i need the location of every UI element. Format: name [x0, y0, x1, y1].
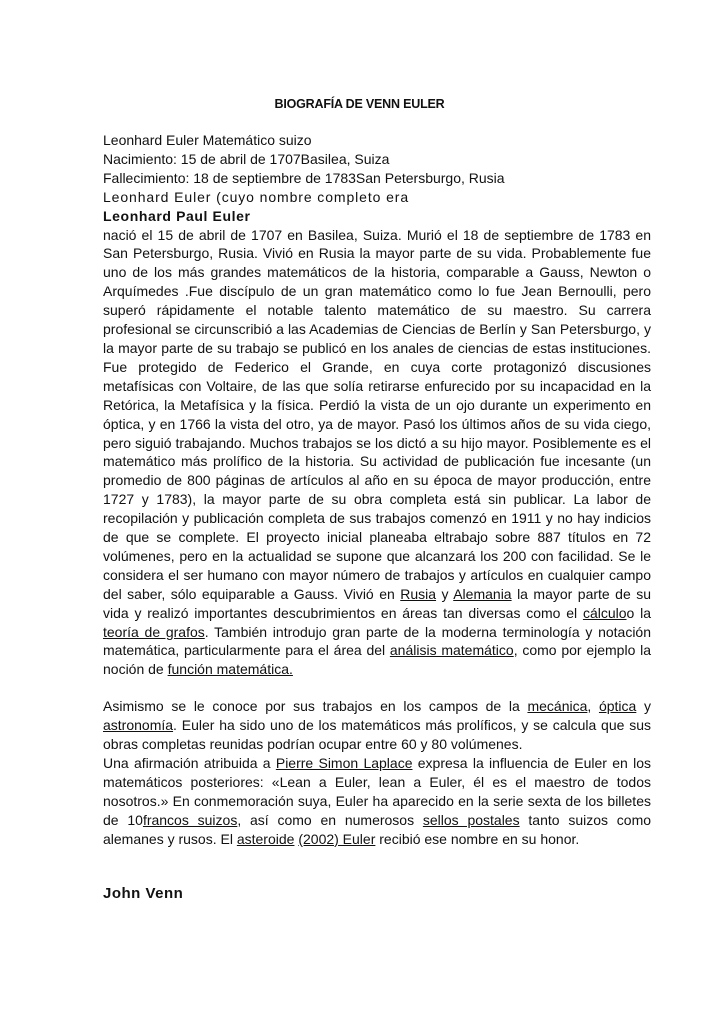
paragraph-legacy — [103, 754, 651, 849]
document-body — [103, 131, 651, 903]
para2-text-2: , — [587, 698, 599, 715]
link-alemania[interactable]: Alemania — [453, 585, 512, 602]
paragraph-biography — [103, 226, 651, 680]
para1-text-6: , como por ejemplo la noción de — [103, 642, 652, 678]
link-asteroide[interactable]: asteroide — [236, 830, 295, 847]
link-teoria-de-grafos[interactable]: teoría de grafos — [103, 623, 205, 640]
para1-text-1: nació el 15 de abril de 1707 en Basilea, Suiza. Murió el 18 de septiembre de 1783 en San Petersburgo, Rusia. Vivió en Rusia la mayor parte de su vida. Probablemente fue uno de los más grandes matemáticos de la historia, comparable a Gauss, Newton o Arquímedes .Fue discípulo de un gran matemático como lo fue Jean Bernoulli, pero superó rápidamente el notable talento matemático de su maestro. Su carrera profesional se circunscribió a las Academias de Ciencias de Berlín y San Petersburgo, y la mayor parte de su trabajo se publicó en los anales de ciencias de estas instituciones. Fue protegido de Federico el Grande, en cuya corte protagonizó discusiones metafísicas con Voltaire, de las que solía retirarse enfurecido por su incapacidad en la Retórica, la Metafísica y la física. Perdió la vista de un ojo durante un experimento en óptica, y en 1766 la vista del otro, ya de mayor. Pasó los últimos años de su vida ciego, pero siguió trabajando. Muchos trabajos se los dictó a su hijo mayor. Posiblemente es el matemático más prolífico de la historia. Su actividad de publicación fue incesante (un promedio de 800 páginas de artículos al año en su época de mayor producción, entre 1727 y 1783), la mayor parte de su obra completa está sin publicar. La labor de recopilación y publicación completa de sus trabajos comenzó en 1911 y no hay indicios de que se complete. El proyecto inicial planeaba eltrabajo sobre 887 títulos en 72 volúmenes, pero en la actualidad se supone que alcanzará los 200 con facilidad. Se le considera el ser humano con mayor número de trabajos y artículos en cualquier campo del saber, sólo equiparable a Gauss. Vivió en — [103, 226, 651, 602]
para3-text-1: Una afirmación atribuida a — [103, 755, 276, 771]
para3-text-6: recibió ese nombre en su honor. — [375, 830, 580, 847]
section-heading-john-venn: John Venn — [103, 884, 184, 902]
para1-text-5: . También introdujo gran parte de la moderna terminología y notación matemática, particularmente para el área del — [103, 623, 652, 659]
document-title: BIOGRAFÍA DE VENN EULER — [274, 97, 445, 111]
link-2002-euler[interactable]: (2002) Euler — [298, 830, 376, 847]
link-pierre-simon-laplace[interactable]: Pierre Simon Laplace — [275, 755, 413, 771]
para1-text-3: la mayor parte de su vida y realizó importantes descubrimientos en áreas tan diversas como el — [103, 585, 652, 621]
link-funcion-matematica[interactable]: función matemática. — [167, 661, 293, 678]
para1-text-4: o la — [626, 604, 651, 621]
intro-name-bold: Leonhard Paul Euler — [103, 207, 251, 224]
para3-text-2: expresa la influencia de Euler en los matemáticos posteriores: «Lean a Euler, lean a Euler, él es el maestro de todos nosotros.» En conmemoración suya, Euler ha aparecido en la serie sexta de los billetes de 10 — [103, 755, 651, 828]
para3-text-4: tanto suizos como alemanes y rusos. El — [103, 811, 652, 847]
para1-text-2: y — [436, 585, 454, 602]
link-sellos-postales[interactable]: sellos postales — [422, 811, 520, 828]
link-calculo[interactable]: cálculo — [582, 604, 627, 621]
section-spacer — [103, 849, 651, 885]
paragraph-fields — [103, 697, 651, 754]
intro-line-occupation: Leonhard Euler Matemático suizo — [103, 132, 312, 148]
para2-text-3: y — [636, 698, 651, 715]
para2-text-1: Asimismo se le conoce por sus trabajos en los campos de la — [103, 698, 528, 715]
link-francos-suizos[interactable]: francos suizos — [142, 811, 238, 828]
intro-line-death: Fallecimiento: 18 de septiembre de 1783San Petersburgo, Rusia — [103, 169, 505, 186]
link-mecanica[interactable]: mecánica — [527, 698, 588, 715]
intro-line-birth: Nacimiento: 15 de abril de 1707Basilea, Suiza — [103, 150, 390, 167]
intro-line-fullname: Leonhard Euler (cuyo nombre completo era — [103, 188, 410, 205]
link-rusia[interactable]: Rusia — [400, 585, 437, 602]
para2-text-4: . Euler ha sido uno de los matemáticos más prolíficos, y se calcula que sus obras completas reunidas podrían ocupar entre 60 y 80 volúmenes. — [103, 717, 651, 753]
paragraph-spacer — [103, 679, 651, 697]
para3-text-3: , así como en numerosos — [237, 811, 423, 828]
link-optica[interactable]: óptica — [598, 698, 637, 715]
link-astronomia[interactable]: astronomía — [103, 717, 174, 734]
link-analisis-matematico[interactable]: análisis matemático — [389, 642, 514, 659]
